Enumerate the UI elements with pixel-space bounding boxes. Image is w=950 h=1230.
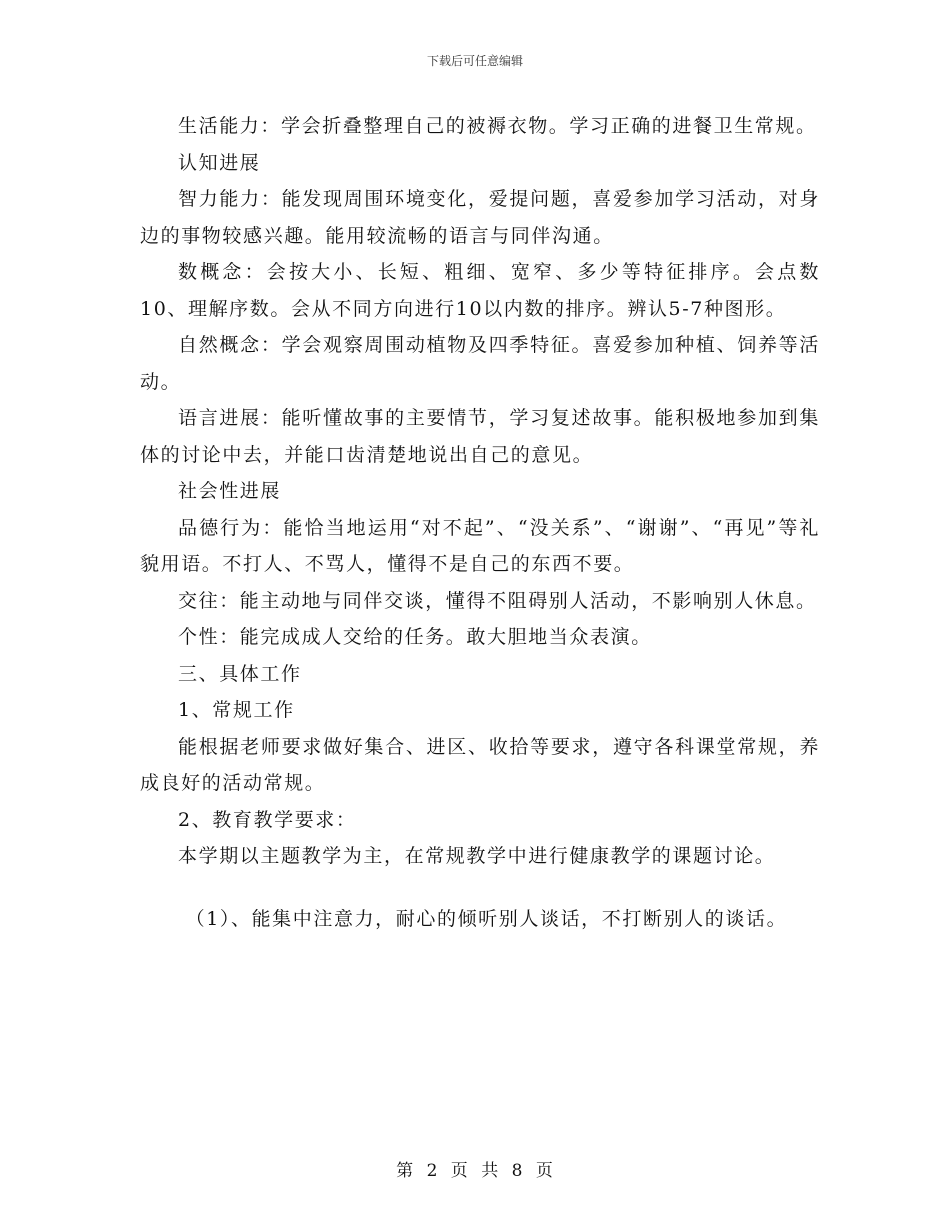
paragraph-routine-work: 能根据老师要求做好集合、进区、收拾等要求，遵守各科课堂常规，养成良好的活动常规。 — [140, 735, 820, 794]
heading-social-development: 社会性进展 — [178, 480, 282, 502]
page-header: 下载后可任意编辑 — [426, 54, 523, 68]
paragraph-theme-teaching: 本学期以主题教学为主，在常规教学中进行健康教学的课题讨论。 — [178, 845, 776, 867]
heading-cognitive-development: 认知进展 — [178, 151, 261, 174]
heading-routine-work: 1、常规工作 — [178, 699, 295, 721]
blank-line — [140, 875, 820, 901]
heading-specific-work: 三、具体工作 — [178, 662, 302, 685]
paragraph-nature-concept: 自然概念：学会观察周围动植物及四季特征。喜爱参加种植、饲养等活动。 — [140, 334, 820, 393]
paragraph-attention: （1）、能集中注意力，耐心的倾听别人谈话，不打断别人的谈话。 — [185, 907, 788, 930]
paragraph-personality: 个性：能完成成人交给的任务。敢大胆地当众表演。 — [178, 626, 652, 648]
paragraph-number-concept: 数概念：会按大小、长短、粗细、宽窄、多少等特征排序。会点数10、理解序数。会从不同方向进行10以内数的排序。辨认5-7种图形。 — [140, 261, 820, 320]
paragraph-language-development: 语言进展：能听懂故事的主要情节，学习复述故事。能积极地参加到集体的讨论中去，并能口齿清楚地说出自己的意见。 — [140, 407, 820, 466]
document-body — [140, 108, 820, 937]
page-footer: 第 2 页 共 8 页 — [396, 1161, 554, 1181]
heading-teaching-requirements: 2、教育教学要求： — [178, 808, 357, 831]
paragraph-interaction: 交往：能主动地与同伴交谈，懂得不阻碍别人活动，不影响别人休息。 — [178, 589, 817, 612]
paragraph-intelligence: 智力能力：能发现周围环境变化，爱提问题，喜爱参加学习活动，对身边的事物较感兴趣。能用较流畅的语言与同伴沟通。 — [140, 188, 820, 247]
paragraph-moral-behavior: 品德行为：能恰当地运用“对不起”、“没关系”、“谢谢”、“再见”等礼貌用语。不打人、不骂人，懂得不是自己的东西不要。 — [140, 516, 820, 575]
paragraph-life-skills: 生活能力：学会折叠整理自己的被褥衣物。学习正确的进餐卫生常规。 — [178, 115, 817, 137]
